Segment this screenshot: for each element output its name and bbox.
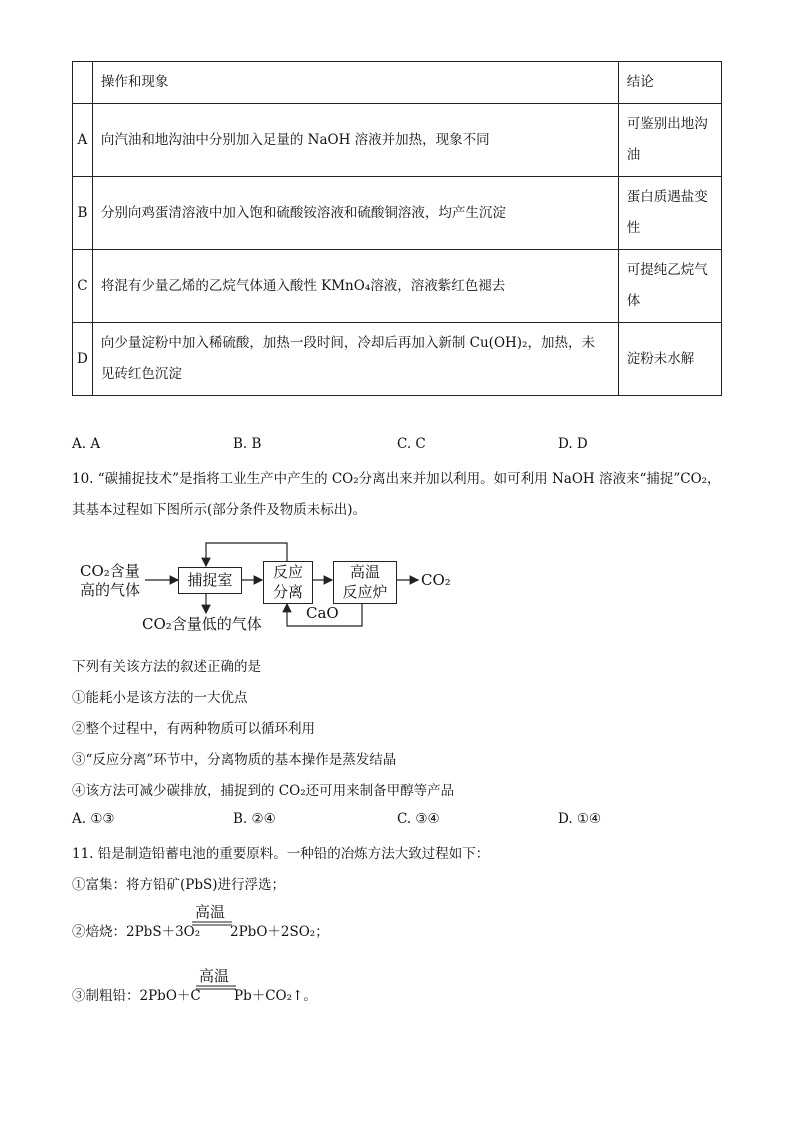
operation-line: 向汽油和地沟油中分别加入足量的 NaOH 溶液并加热，现象不同 (100, 131, 490, 148)
box2-line2: 分离 (272, 583, 303, 601)
q10-option-b: B. ②④ (233, 811, 276, 827)
input-gas-label-line2: 高的气体 (80, 581, 141, 599)
q11-step1: ①富集：将方铅矿(PbS)进行浮选； (72, 877, 286, 893)
q9-option-c: C. C (397, 436, 426, 452)
row-label: A (73, 104, 93, 177)
operation-line: 向少量淀粉中加入稀硫酸，加热一段时间，冷却后再加入新制 Cu(OH)₂，加热，未 (100, 335, 595, 351)
step3-reactants: ③制粗铅：2PbO＋C (72, 988, 201, 1004)
conclusion-line: 可提纯乙烷气 (626, 262, 708, 278)
q10-question: 下列有关该方法的叙述正确的是 (72, 659, 261, 675)
conclusion-line: 性 (626, 220, 641, 236)
step2-equals-sign (190, 920, 234, 928)
q10-stem-line1: 10. “碳捕捉技术”是指将工业生产中产生的 CO₂分离出来并加以利用。如可利用 NaOH 溶液来“捕捉”CO₂， (72, 471, 721, 487)
step3-products: Pb＋CO₂↑。 (234, 988, 317, 1004)
operation-line: 见砖红色沉淀 (100, 366, 182, 382)
header-op-cell: 操作和现象 (92, 62, 618, 104)
low-gas-label: CO₂含量低的气体 (142, 615, 262, 633)
box2-line1: 反应 (272, 563, 303, 581)
row-label: B (73, 177, 93, 250)
operation-line: 分别向鸡蛋清溶液中加入饱和硫酸铵溶液和硫酸铜溶液，均产生沉淀 (100, 204, 506, 221)
q10-statement-1: ①能耗小是该方法的一大优点 (72, 690, 248, 706)
q10-option-d: D. ①④ (558, 811, 602, 827)
high-temp-furnace-box (333, 561, 397, 604)
conclusion-line: 淀粉未水解 (626, 350, 695, 367)
step2-condition: 高温 (195, 903, 226, 921)
conclusion-line: 蛋白质遇盐变 (626, 189, 708, 205)
output-co2-label: CO₂ (421, 571, 451, 589)
step3-condition: 高温 (199, 967, 230, 985)
q10-statement-2: ②整个过程中，有两种物质可以循环利用 (72, 721, 315, 737)
q10-option-c: C. ③④ (397, 811, 440, 827)
q10-statement-4: ④该方法可减少碳排放，捕捉到的 CO₂还可用来制备甲醇等产品 (72, 783, 455, 799)
step2-products: 2PbO＋2SO₂； (230, 924, 329, 940)
q10-option-a: A. ①③ (72, 811, 115, 827)
row-label: D (73, 323, 93, 396)
box3-line2: 反应炉 (342, 583, 388, 601)
header-conclusion-cell: 结论 (618, 62, 721, 104)
row-label: C (73, 250, 93, 323)
input-gas-label-line1: CO₂含量 (80, 562, 140, 580)
capture-room-box: 捕捉室 (178, 567, 242, 594)
q11-stem: 11. 铅是制造铅蓄电池的重要原料。一种铅的冶炼方法大致过程如下： (72, 846, 490, 862)
step3-equals-sign (194, 984, 238, 992)
box3-line1: 高温 (349, 563, 380, 581)
conclusion-line: 油 (626, 147, 641, 163)
q10-statement-3: ③“反应分离”环节中，分离物质的基本操作是蒸发结晶 (72, 752, 397, 768)
q10-stem-line2: 其基本过程如下图所示(部分条件及物质未标出)。 (72, 502, 367, 518)
conclusion-line: 体 (626, 293, 641, 309)
cao-label: CaO (306, 604, 339, 622)
q9-option-a: A. A (72, 436, 101, 452)
q9-option-b: B. B (233, 436, 262, 452)
step2-reactants: ②焙烧：2PbS＋3O₂ (72, 924, 201, 940)
reaction-separation-box (263, 561, 313, 604)
q9-option-d: D. D (558, 436, 588, 452)
conclusion-line: 可鉴别出地沟 (626, 116, 708, 132)
operation-line: 将混有少量乙烯的乙烷气体通入酸性 KMnO₄溶液，溶液紫红色褪去 (100, 277, 506, 294)
